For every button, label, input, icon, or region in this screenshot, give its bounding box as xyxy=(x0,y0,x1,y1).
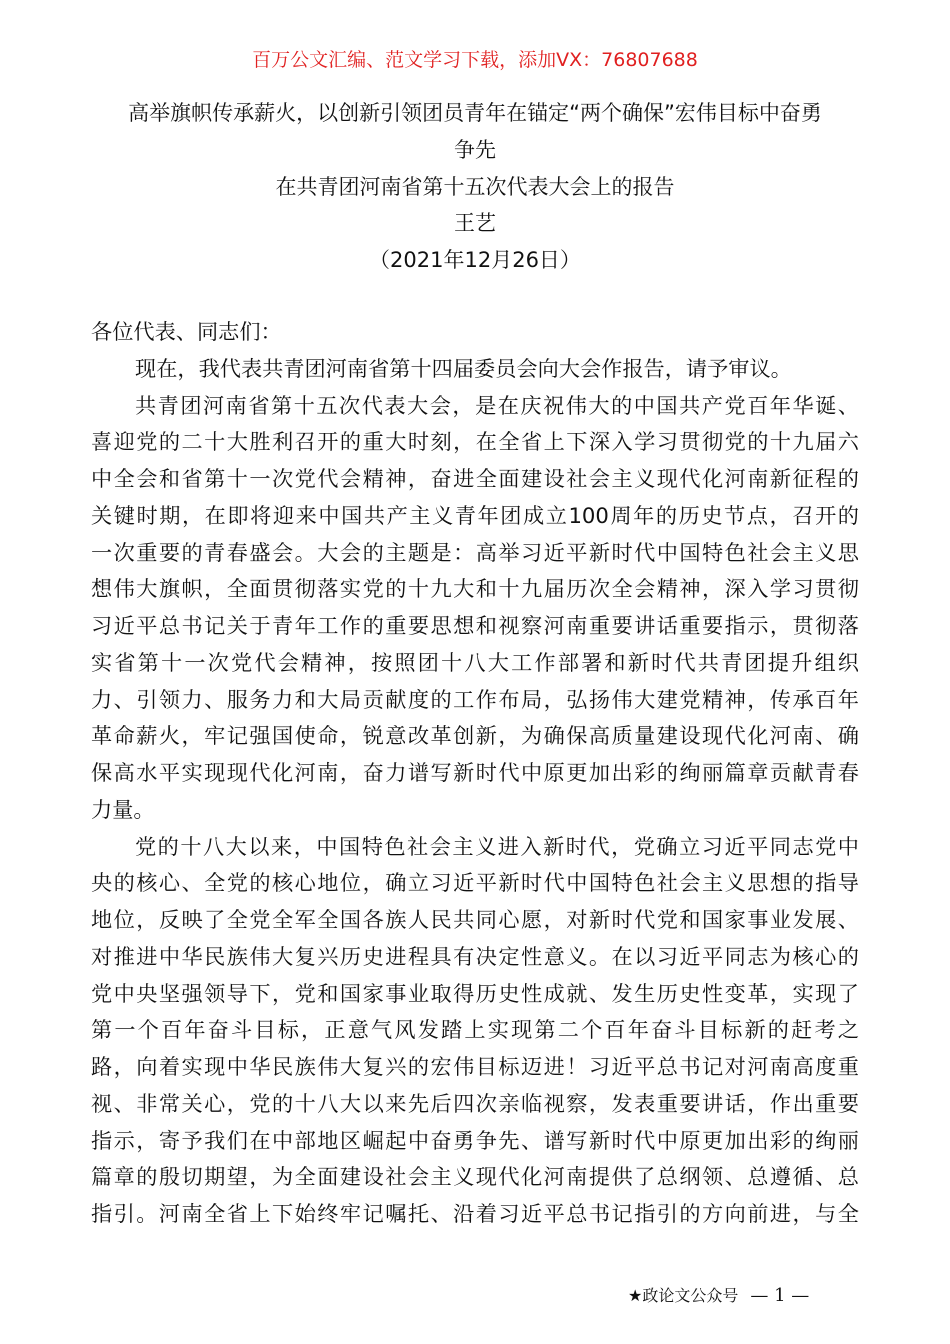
paragraph-line: 实省第十一次党代会精神，按照团十八大工作部署和新时代共青团提升组织 xyxy=(91,649,859,675)
paragraph-line: 力量。 xyxy=(91,796,155,822)
paragraph xyxy=(91,314,859,351)
report-author: 王艺 xyxy=(454,211,496,236)
paragraph-line: 革命薪火，牢记强国使命，锐意改革创新，为确保高质量建设现代化河南、确 xyxy=(91,723,859,749)
paragraph-line: 保高水平实现现代化河南，奋力谱写新时代中原更加出彩的绚丽篇章贡献青春 xyxy=(91,760,859,785)
paragraph-line: 力、引领力、服务力和大局贡献度的工作布局，弘扬伟大建党精神，传承百年 xyxy=(91,686,859,712)
page-footer xyxy=(628,1284,809,1308)
paragraph-line: 地位，反映了全党全军全国各族人民共同心愿，对新时代党和国家事业发展、 xyxy=(91,907,859,932)
paragraph-line: 路，向着实现中华民族伟大复兴的宏伟目标迈进！习近平总书记对河南高度重 xyxy=(91,1054,859,1079)
paragraph-line: 党中央坚强领导下，党和国家事业取得历史性成就、发生历史性变革，实现了 xyxy=(91,980,859,1006)
report-title-line-2: 争先 xyxy=(454,137,496,162)
paragraph-line: 篇章的殷切期望，为全面建设社会主义现代化河南提供了总纲领、总遵循、总 xyxy=(91,1164,859,1190)
paragraph-line: 党的十八大以来，中国特色社会主义进入新时代，党确立习近平同志党中 xyxy=(135,833,859,859)
page-number: — 1 — xyxy=(750,1285,810,1306)
footer-source: ★政论文公众号 xyxy=(628,1286,739,1305)
paragraph-line: 喜迎党的二十大胜利召开的重大时刻，在全省上下深入学习贯彻党的十九届六 xyxy=(91,429,859,455)
paragraph xyxy=(91,829,859,1233)
title-block xyxy=(80,95,870,279)
report-title-line-1: 高举旗帜传承薪火，以创新引领团员青年在锚定“两个确保”宏伟目标中奋勇 xyxy=(128,101,822,125)
paragraph-line: 现在，我代表共青团河南省第十四届委员会向大会作报告，请予审议。 xyxy=(135,355,792,381)
paragraph-line: 视、非常关心，党的十八大以来先后四次亲临视察，发表重要讲话，作出重要 xyxy=(91,1090,859,1116)
report-date: （2021年12月26日） xyxy=(369,248,581,272)
paragraph-line: 各位代表、同志们： xyxy=(91,319,282,344)
paragraph xyxy=(91,351,859,388)
paragraph-line: 对推进中华民族伟大复兴历史进程具有决定性意义。在以习近平同志为核心的 xyxy=(91,943,859,969)
paragraph-line: 指示，寄予我们在中部地区崛起中奋勇争先、谱写新时代中原更加出彩的绚丽 xyxy=(91,1127,859,1153)
paragraph-line: 一次重要的青春盛会。大会的主题是：高举习近平新时代中国特色社会主义思 xyxy=(91,539,859,565)
paragraph-line: 想伟大旗帜，全面贯彻落实党的十九大和十九届历次全会精神，深入学习贯彻 xyxy=(91,576,859,602)
watermark-banner: 百万公文汇编、范文学习下载，添加VX：76807688 xyxy=(252,49,698,71)
document-body xyxy=(91,314,859,1233)
paragraph-line: 共青团河南省第十五次代表大会，是在庆祝伟大的中国共产党百年华诞、 xyxy=(135,392,859,418)
paragraph-line: 关键时期，在即将迎来中国共产主义青年团成立100周年的历史节点，召开的 xyxy=(91,502,859,528)
paragraph-line: 指引。河南全省上下始终牢记嘱托、沿着习近平总书记指引的方向前进，与全 xyxy=(91,1201,859,1226)
paragraph-line: 习近平总书记关于青年工作的重要思想和视察河南重要讲话重要指示，贯彻落 xyxy=(91,613,859,638)
paragraph-line: 中全会和省第十一次党代会精神，奋进全面建设社会主义现代化河南新征程的 xyxy=(91,466,859,491)
report-subtitle: 在共青团河南省第十五次代表大会上的报告 xyxy=(275,174,675,199)
paragraph xyxy=(91,388,859,829)
paragraph-line: 央的核心、全党的核心地位，确立习近平新时代中国特色社会主义思想的指导 xyxy=(91,870,859,896)
paragraph-line: 第一个百年奋斗目标，正意气风发踏上实现第二个百年奋斗目标新的赶考之 xyxy=(91,1017,859,1043)
